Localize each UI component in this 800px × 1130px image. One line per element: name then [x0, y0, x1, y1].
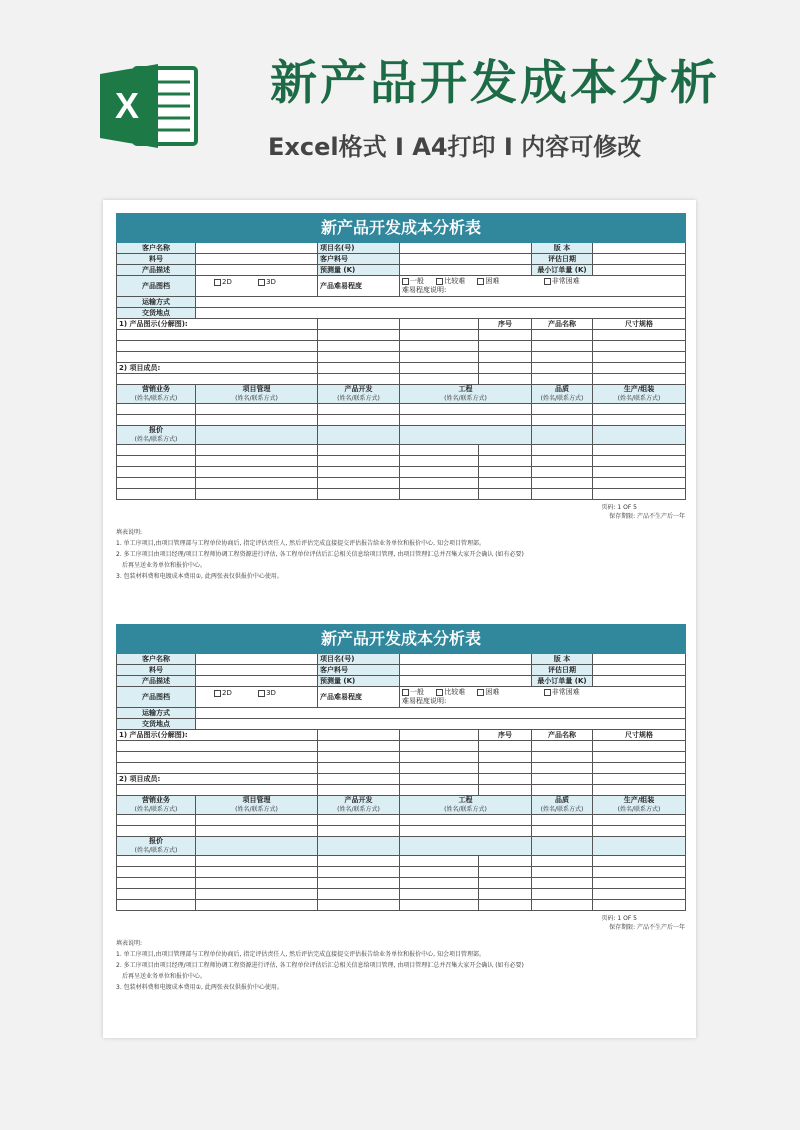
opt-2d-label: 2D [222, 278, 232, 286]
checkbox-3d[interactable] [258, 689, 276, 697]
note-2b: 后再呈送业务单位和报价中心。 [122, 562, 207, 569]
diff-harder-label: 比较难 [444, 277, 466, 285]
note-3: 3. 包装材料费和电镀成本费用①, 此两张表仅供报价中心使用。 [116, 573, 283, 580]
opt-2d-label: 2D [222, 689, 232, 697]
page-number: 页码: 1 OF 5 [601, 504, 637, 511]
opt-3d-label: 3D [266, 278, 276, 286]
part-no-label: 料号 [117, 254, 196, 265]
checkbox-3d[interactable] [258, 278, 276, 286]
product-desc-field[interactable] [196, 265, 318, 276]
page-subtitle: Excel格式 I A4打印 I 内容可修改 [268, 133, 642, 161]
quote-label: 报价 (姓名/联系方式) [117, 426, 196, 445]
fill-instructions [116, 527, 685, 582]
transport-field[interactable] [196, 297, 686, 308]
product-desc-label: 产品描述 [117, 265, 196, 276]
member-header: 生产/组装 (姓名/联系方式) [593, 796, 686, 815]
min-order-field[interactable] [593, 676, 686, 687]
note-2b: 后再呈送业务单位和报价中心。 [122, 973, 207, 980]
checkbox-icon [436, 689, 443, 696]
delivery-label: 交货地点 [117, 719, 196, 730]
checkbox-icon [258, 279, 265, 286]
checkbox-icon [436, 278, 443, 285]
customer-name-label: 客户名称 [117, 243, 196, 254]
version-label: 版 本 [532, 243, 593, 254]
page-number: 页码: 1 OF 5 [601, 915, 637, 922]
member-header: 生产/组装 (姓名/联系方式) [593, 385, 686, 404]
checkbox-hard[interactable] [477, 688, 499, 696]
opt-3d-label: 3D [266, 689, 276, 697]
customer-name-label: 客户名称 [117, 654, 196, 665]
product-desc-label: 产品描述 [117, 676, 196, 687]
project-name-field[interactable] [400, 243, 532, 254]
cost-analysis-table [116, 213, 686, 500]
product-drawing-label: 产品图档 [117, 687, 196, 708]
table-title: 新产品开发成本分析表 [117, 214, 686, 243]
member-header: 品质 (姓名/联系方式) [532, 385, 593, 404]
forecast-qty-label: 预测量 (K) [318, 676, 400, 687]
fill-instructions [116, 938, 685, 993]
product-name-header: 产品名称 [532, 730, 593, 741]
project-name-field[interactable] [400, 654, 532, 665]
note-2: 2. 多工序项目由项目经理/项目工程师协调工程资源进行评估, 各工程单位评估后汇总相关信息给项目管理, 由项目管理汇总并召集大家开会确认 (如有必要) [116, 962, 524, 969]
transport-label: 运输方式 [117, 708, 196, 719]
difficulty-note-label: 难易程度说明: [402, 697, 447, 705]
checkbox-harder[interactable] [436, 277, 465, 285]
product-name-header: 产品名称 [532, 319, 593, 330]
diff-harder-label: 比较难 [444, 688, 466, 696]
transport-label: 运输方式 [117, 297, 196, 308]
checkbox-icon [214, 690, 221, 697]
difficulty-label: 产品难易程度 [318, 687, 400, 708]
checkbox-normal[interactable] [402, 277, 424, 285]
checkbox-2d[interactable] [214, 278, 232, 286]
header [0, 0, 800, 190]
product-drawing-label: 产品图档 [117, 276, 196, 297]
delivery-field[interactable] [196, 308, 686, 319]
checkbox-icon [477, 689, 484, 696]
forecast-qty-field[interactable] [400, 676, 532, 687]
project-name-label: 项目名(号) [318, 243, 400, 254]
checkbox-icon [402, 689, 409, 696]
customer-part-no-label: 客户料号 [318, 254, 400, 265]
member-header: 品质 (姓名/联系方式) [532, 796, 593, 815]
diff-normal-label: 一般 [410, 277, 424, 285]
member-header: 工程 (姓名/联系方式) [400, 796, 532, 815]
diff-very-hard-label: 非常困难 [551, 688, 580, 696]
note-1: 1. 单工序项目,由项目管理部与工程单位协商后, 指定评估责任人, 然后评估完成直接提交评估报告给业务单位和报价中心, 知会项目管理部。 [116, 540, 485, 547]
page-meta [116, 914, 685, 932]
document-paper [103, 200, 696, 1038]
eval-date-label: 评估日期 [532, 254, 593, 265]
checkbox-icon [402, 278, 409, 285]
seq-header: 序号 [479, 319, 532, 330]
member-header: 产品开发 (姓名/联系方式) [318, 385, 400, 404]
version-label: 版 本 [532, 654, 593, 665]
eval-date-label: 评估日期 [532, 665, 593, 676]
excel-logo-icon [100, 62, 200, 150]
svg-text:X: X [114, 85, 140, 126]
difficulty-options [400, 276, 686, 297]
transport-field[interactable] [196, 708, 686, 719]
note-1: 1. 单工序项目,由项目管理部与工程单位协商后, 指定评估责任人, 然后评估完成直接提交评估报告给业务单位和报价中心, 知会项目管理部。 [116, 951, 485, 958]
customer-name-field[interactable] [196, 654, 318, 665]
member-header: 工程 (姓名/联系方式) [400, 385, 532, 404]
product-drawing-options [196, 687, 318, 708]
checkbox-icon [258, 690, 265, 697]
checkbox-normal[interactable] [402, 688, 424, 696]
part-no-label: 料号 [117, 665, 196, 676]
member-header: 项目管理 (姓名/联系方式) [196, 796, 318, 815]
cost-sheet-1 [116, 213, 685, 582]
section-project-members: 2) 项目成员: [117, 363, 318, 374]
part-no-field[interactable] [196, 665, 318, 676]
notes-title: 填表说明: [116, 940, 143, 947]
cost-analysis-table [116, 624, 686, 911]
seq-header: 序号 [479, 730, 532, 741]
checkbox-icon [544, 278, 551, 285]
member-header: 项目管理 (姓名/联系方式) [196, 385, 318, 404]
note-3: 3. 包装材料费和电镀成本费用①, 此两张表仅供报价中心使用。 [116, 984, 283, 991]
member-header: 营销业务 (姓名/联系方式) [117, 796, 196, 815]
diff-very-hard-label: 非常困难 [551, 277, 580, 285]
product-desc-field[interactable] [196, 676, 318, 687]
checkbox-icon [477, 278, 484, 285]
page-title: 新产品开发成本分析 [270, 56, 720, 111]
customer-part-no-field[interactable] [400, 254, 532, 265]
diff-hard-label: 困难 [485, 688, 500, 696]
customer-name-field[interactable] [196, 243, 318, 254]
part-no-field[interactable] [196, 254, 318, 265]
section-product-diagram: 1) 产品图示(分解图): [117, 730, 318, 741]
version-field[interactable] [593, 243, 686, 254]
member-header: 营销业务 (姓名/联系方式) [117, 385, 196, 404]
page-meta [116, 503, 685, 521]
section-project-members: 2) 项目成员: [117, 774, 318, 785]
customer-part-no-field[interactable] [400, 665, 532, 676]
checkbox-very-hard[interactable] [544, 277, 580, 285]
delivery-label: 交货地点 [117, 308, 196, 319]
difficulty-note-label: 难易程度说明: [402, 286, 447, 294]
min-order-label: 最小订单量 (K) [532, 676, 593, 687]
diff-normal-label: 一般 [410, 688, 424, 696]
customer-part-no-label: 客户料号 [318, 665, 400, 676]
checkbox-2d[interactable] [214, 689, 232, 697]
member-header: 产品开发 (姓名/联系方式) [318, 796, 400, 815]
checkbox-hard[interactable] [477, 277, 499, 285]
min-order-field[interactable] [593, 265, 686, 276]
checkbox-very-hard[interactable] [544, 688, 580, 696]
retention-period: 保存期限: 产品不生产后一年 [609, 924, 685, 931]
eval-date-field[interactable] [593, 254, 686, 265]
forecast-qty-field[interactable] [400, 265, 532, 276]
checkbox-icon [214, 279, 221, 286]
min-order-label: 最小订单量 (K) [532, 265, 593, 276]
product-drawing-options [196, 276, 318, 297]
delivery-field[interactable] [196, 719, 686, 730]
section-product-diagram: 1) 产品图示(分解图): [117, 319, 318, 330]
spec-header: 尺寸规格 [593, 319, 686, 330]
difficulty-label: 产品难易程度 [318, 276, 400, 297]
checkbox-harder[interactable] [436, 688, 465, 696]
spec-header: 尺寸规格 [593, 730, 686, 741]
retention-period: 保存期限: 产品不生产后一年 [609, 513, 685, 520]
eval-date-field[interactable] [593, 665, 686, 676]
version-field[interactable] [593, 654, 686, 665]
note-2: 2. 多工序项目由项目经理/项目工程师协调工程资源进行评估, 各工程单位评估后汇总相关信息给项目管理, 由项目管理汇总并召集大家开会确认 (如有必要) [116, 551, 524, 558]
project-name-label: 项目名(号) [318, 654, 400, 665]
table-title: 新产品开发成本分析表 [117, 625, 686, 654]
notes-title: 填表说明: [116, 529, 143, 536]
forecast-qty-label: 预测量 (K) [318, 265, 400, 276]
difficulty-options [400, 687, 686, 708]
diff-hard-label: 困难 [485, 277, 500, 285]
checkbox-icon [544, 689, 551, 696]
quote-label: 报价 (姓名/联系方式) [117, 837, 196, 856]
cost-sheet-2 [116, 624, 685, 993]
